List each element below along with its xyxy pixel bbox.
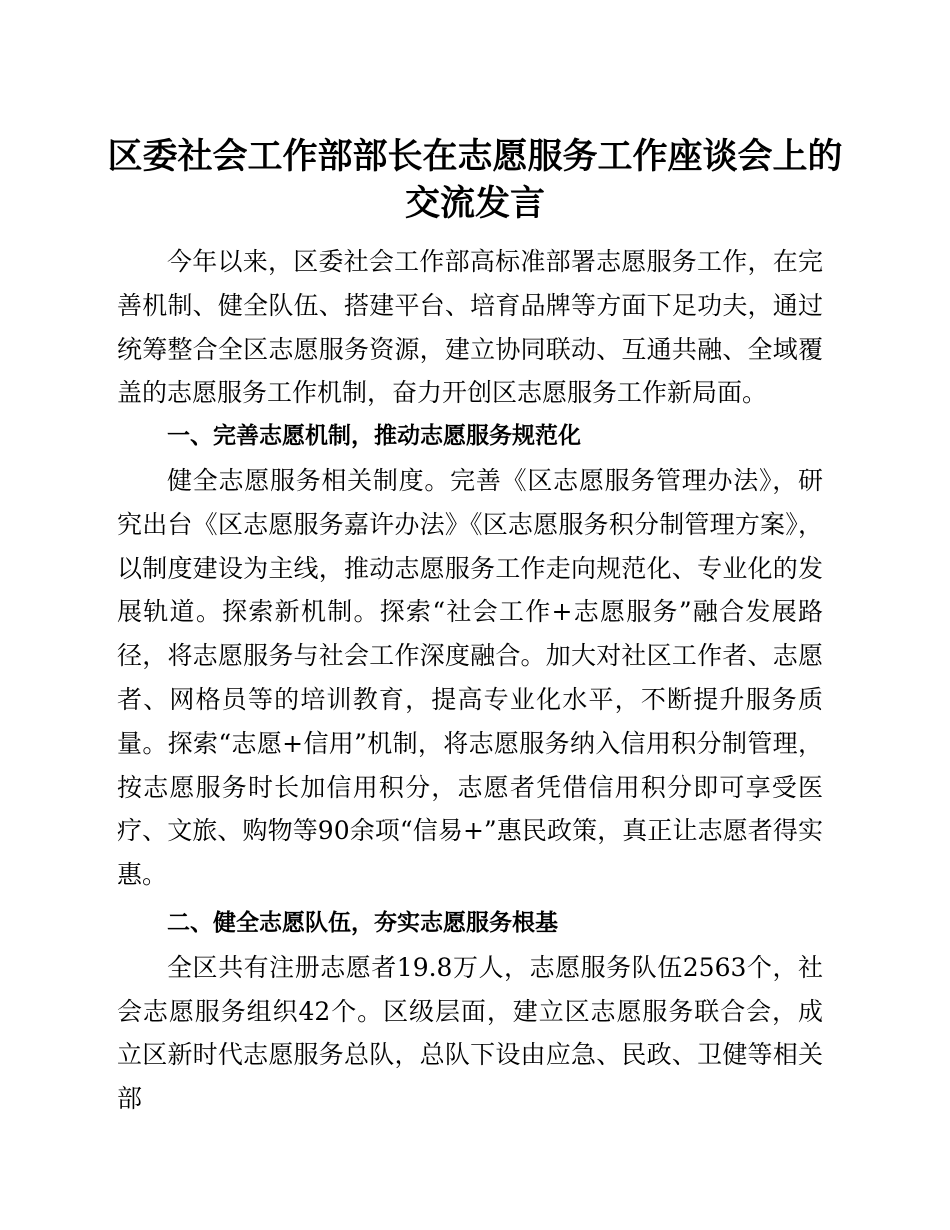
document-title: 区委社会工作部部长在志愿服务工作座谈会上的交流发言 [107,136,843,224]
section-1-paragraph: 健全志愿服务相关制度。完善《区志愿服务管理办法》，研究出台《区志愿服务嘉许办法》《区志愿服务积分制管理方案》，以制度建设为主线，推动志愿服务工作走向规范化、专业化的发展轨道。探索新机制。探索“社会工作+志愿服务”融合发展路径，将志愿服务与社会工作深度融合。加大对社区工作者、志愿者、网格员等的培训教育，提高专业化水平，不断提升服务质量。探索“志愿+信用”机制，将志愿服务纳入信用积分制管理，按志愿服务时长加信用积分，志愿者凭借信用积分即可享受医疗、文旅、购物等90余项“信易+”惠民政策，真正让志愿者得实惠。 [117,465,823,890]
section-1-heading: 一、完善志愿机制，推动志愿服务规范化 [167,423,581,450]
document-body [117,240,823,1121]
section-2-heading: 二、健全志愿队伍，夯实志愿服务根基 [167,909,558,936]
section-2-paragraph: 全区共有注册志愿者19.8万人，志愿服务队伍2563个，社会志愿服务组织42个。区级层面，建立区志愿服务联合会，成立区新时代志愿服务总队，总队下设由应急、民政、卫健等相关部 [117,952,823,1114]
intro-paragraph: 今年以来，区委社会工作部高标准部署志愿服务工作，在完善机制、健全队伍、搭建平台、培育品牌等方面下足功夫，通过统筹整合全区志愿服务资源，建立协同联动、互通共融、全域覆盖的志愿服务工作机制，奋力开创区志愿服务工作新局面。 [117,247,823,408]
